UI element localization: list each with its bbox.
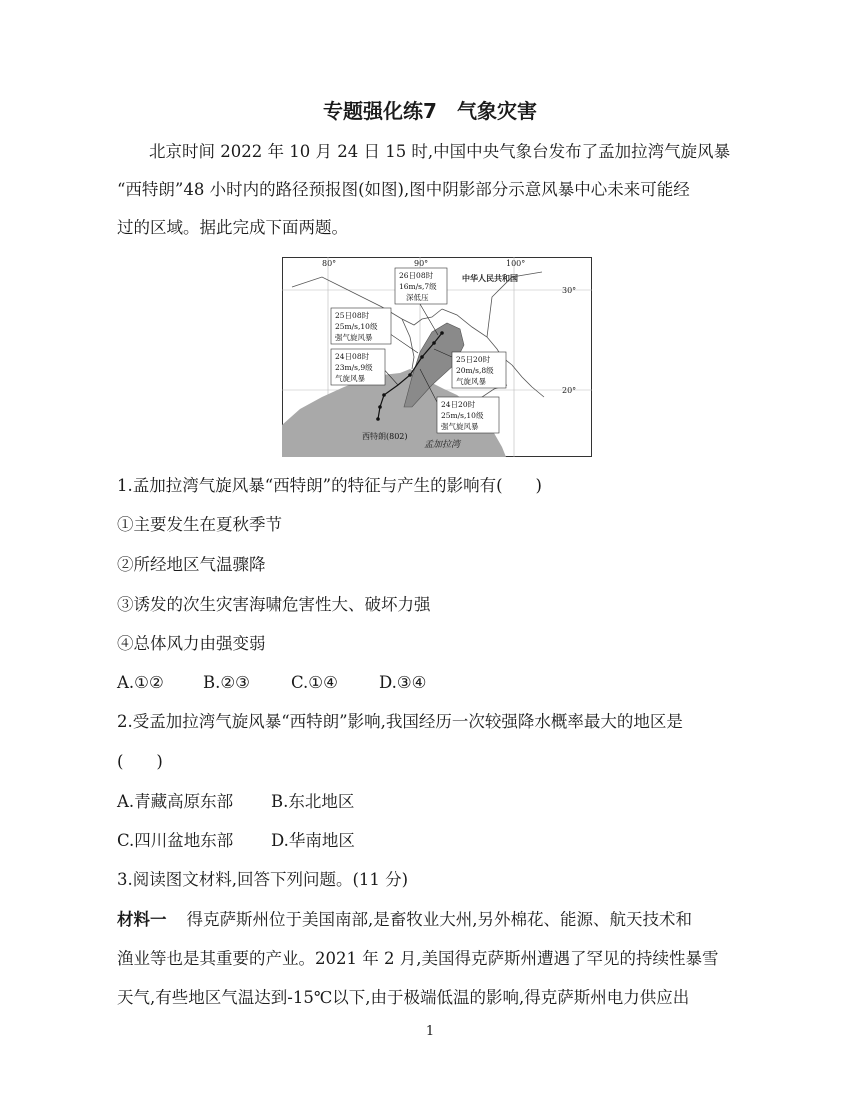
svg-text:16m/s,7级: 16m/s,7级	[399, 282, 437, 291]
storm-name-label: 西特朗(802)	[362, 432, 408, 441]
lat-label-20: 20°	[562, 386, 577, 395]
svg-text:强气旋风暴: 强气旋风暴	[335, 333, 373, 342]
q1-item-1: ①主要发生在夏秋季节	[117, 515, 282, 534]
svg-text:25m/s,10级: 25m/s,10级	[335, 322, 378, 331]
svg-text:23m/s,9级: 23m/s,9级	[335, 363, 373, 372]
q1-item-4: ④总体风力由强变弱	[117, 634, 266, 653]
q2-options-row-2	[117, 831, 355, 851]
country-label-china: 中华人民共和国	[462, 273, 518, 283]
q1-option-a[interactable]: A.①②	[117, 673, 164, 692]
q2-paren: ( )	[117, 752, 163, 771]
svg-text:深低压: 深低压	[406, 293, 429, 302]
forecast-box-25-08	[331, 308, 391, 344]
q3-material-line-3: 天气,有些地区气温达到-15℃以下,由于极端低温的影响,得克萨斯州电力供应出	[117, 988, 690, 1007]
svg-text:25日20时: 25日20时	[456, 355, 491, 364]
intro-line-3: 过的区域。据此完成下面两题。	[117, 218, 348, 237]
lon-label-90: 90°	[414, 259, 429, 268]
intro-line-2: “西特朗”48 小时内的路径预报图(如图),图中阴影部分示意风暴中心未来可能经	[117, 180, 690, 199]
svg-text:25日08时: 25日08时	[335, 311, 370, 320]
svg-text:20m/s,8级: 20m/s,8级	[456, 366, 494, 375]
q3-material-line-1: 材料一 得克萨斯州位于美国南部,是畜牧业大州,另外棉花、能源、航天技术和	[117, 910, 692, 929]
q2-option-a[interactable]: A.青藏高原东部	[117, 792, 234, 811]
intro-line-1: 北京时间 2022 年 10 月 24 日 15 时,中国中央气象台发布了孟加拉湾气旋风暴	[149, 142, 731, 161]
q2-option-b[interactable]: B.东北地区	[271, 792, 355, 811]
q1-options	[117, 673, 426, 693]
svg-text:气旋风暴: 气旋风暴	[335, 374, 365, 383]
svg-text:强气旋风暴: 强气旋风暴	[441, 422, 479, 431]
q1-option-d[interactable]: D.③④	[379, 673, 427, 692]
q3-material-line-2: 渔业等也是其重要的产业。2021 年 2 月,美国得克萨斯州遭遇了罕见的持续性暴雪	[117, 949, 719, 968]
q3-stem: 3.阅读图文材料,回答下列问题。(11 分)	[117, 870, 409, 889]
q1-option-b[interactable]: B.②③	[203, 673, 250, 692]
svg-text:气旋风暴: 气旋风暴	[456, 377, 486, 386]
svg-text:24日08时: 24日08时	[335, 352, 370, 361]
svg-text:26日08时: 26日08时	[399, 271, 434, 280]
page-title: 专题强化练7 气象灾害	[323, 99, 537, 123]
q2-option-c[interactable]: C.四川盆地东部	[117, 831, 234, 850]
q1-option-c[interactable]: C.①④	[291, 673, 338, 692]
sea-label: 孟加拉湾	[424, 440, 461, 450]
svg-text:25m/s,10级: 25m/s,10级	[441, 411, 484, 420]
forecast-box-26-08	[395, 268, 447, 304]
lon-label-100: 100°	[506, 259, 526, 268]
typhoon-path-map	[282, 257, 592, 457]
q1-stem: 1.孟加拉湾气旋风暴“西特朗”的特征与产生的影响有( )	[117, 476, 542, 495]
q2-stem: 2.受孟加拉湾气旋风暴“西特朗”影响,我国经历一次较强降水概率最大的地区是	[117, 712, 683, 731]
q2-options-row-1	[117, 792, 354, 812]
material-label: 材料一	[117, 910, 167, 929]
lat-label-30: 30°	[562, 286, 577, 295]
q1-item-3: ③诱发的次生灾害海啸危害性大、破坏力强	[117, 595, 431, 614]
lon-label-80: 80°	[322, 259, 337, 268]
q2-option-d[interactable]: D.华南地区	[271, 831, 355, 850]
forecast-box-24-08	[331, 349, 385, 385]
q1-item-2: ②所经地区气温骤降	[117, 555, 266, 574]
forecast-box-25-20	[452, 352, 506, 388]
svg-text:24日20时: 24日20时	[441, 400, 476, 409]
page-number: 1	[425, 1024, 435, 1039]
forecast-box-24-20	[437, 397, 499, 433]
